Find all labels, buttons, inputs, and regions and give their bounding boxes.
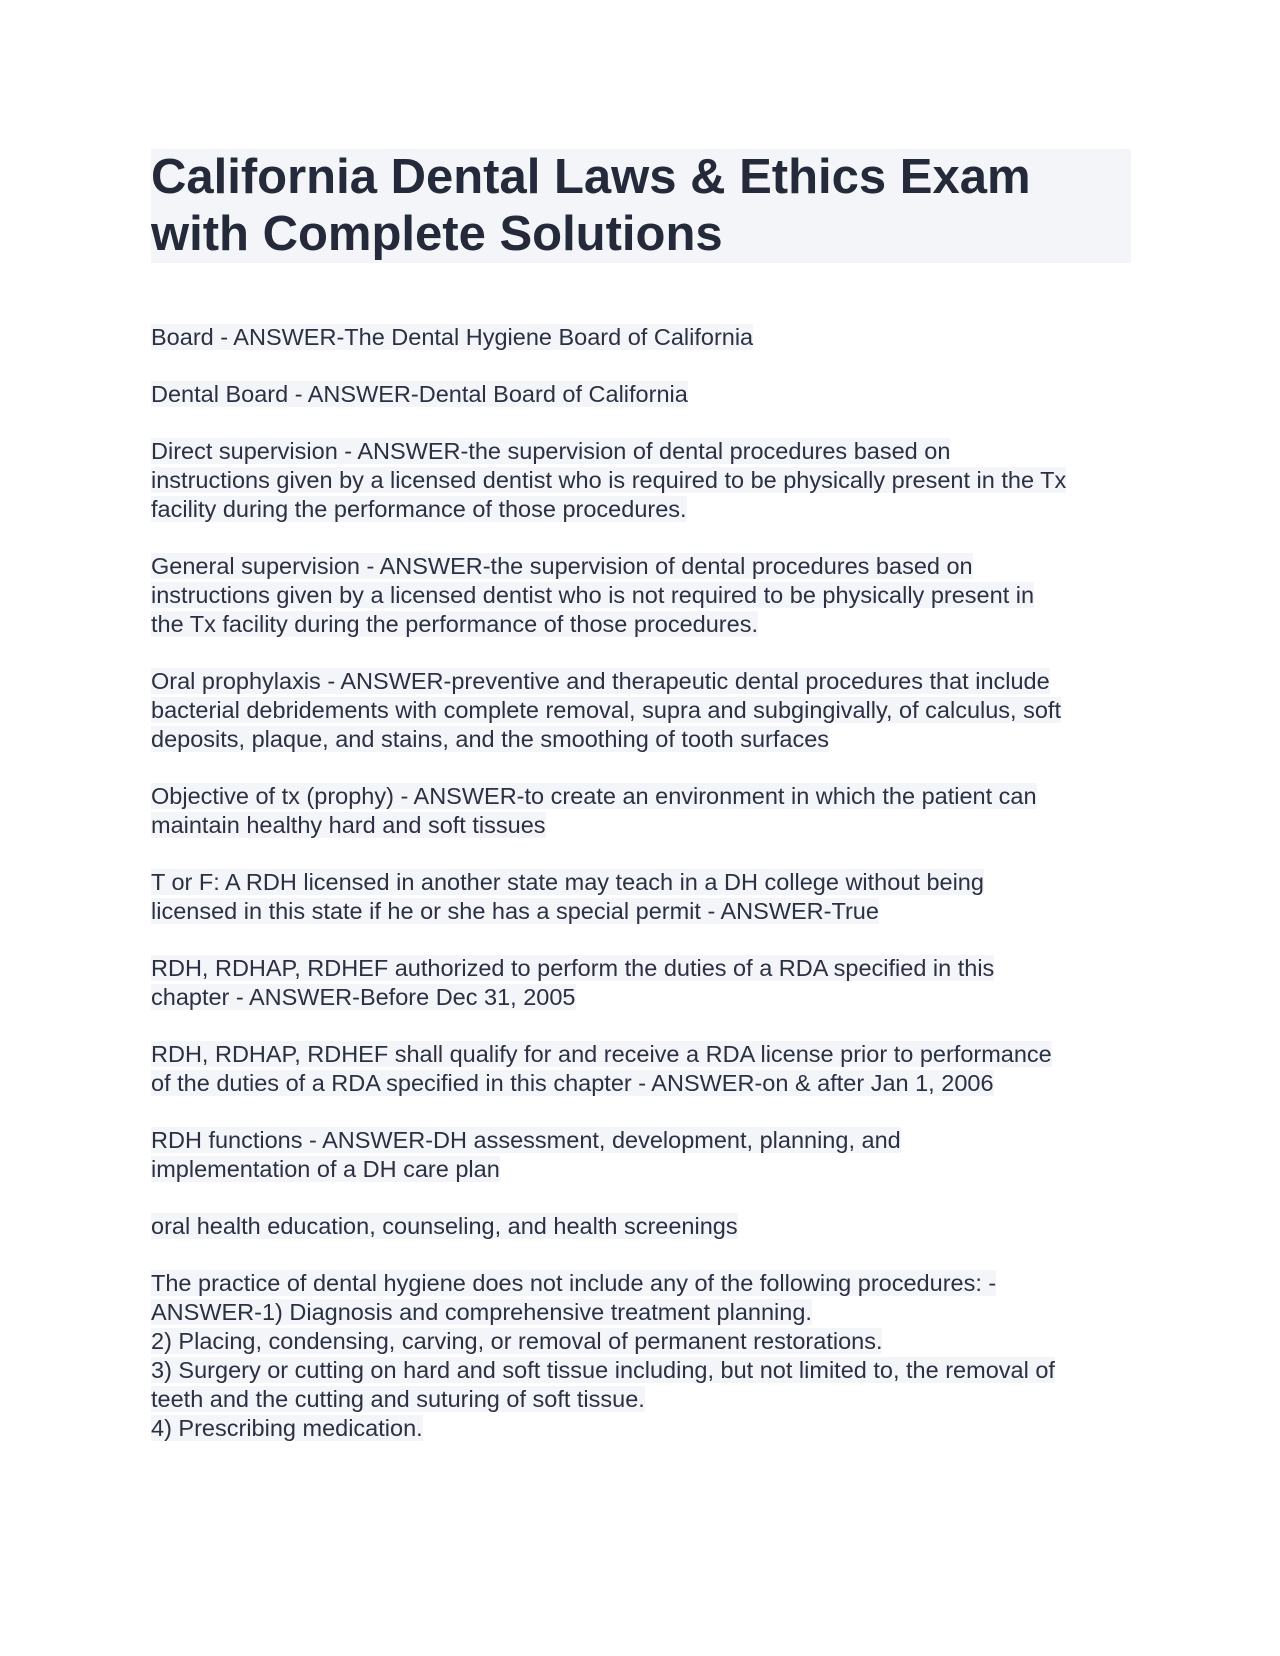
qa-line <box>151 323 1131 352</box>
qa-paragraph <box>151 1269 1131 1443</box>
qa-paragraph <box>151 667 1131 754</box>
qa-line-text: of the duties of a RDA specified in this chapter - ANSWER-on & after Jan 1, 2006 <box>151 1070 994 1096</box>
qa-line <box>151 1155 1131 1184</box>
qa-line <box>151 1269 1131 1298</box>
qa-line <box>151 1212 1131 1241</box>
qa-line <box>151 552 1131 581</box>
qa-line <box>151 782 1131 811</box>
qa-line-text: instructions given by a licensed dentist who is required to be physically present in the Tx <box>151 467 1067 493</box>
qa-line-text: RDH, RDHAP, RDHEF authorized to perform the duties of a RDA specified in this <box>151 955 995 981</box>
qa-line-text: Board - ANSWER-The Dental Hygiene Board of California <box>151 324 754 350</box>
qa-line-text: General supervision - ANSWER-the supervision of dental procedures based on <box>151 553 973 579</box>
qa-line-text: Objective of tx (prophy) - ANSWER-to create an environment in which the patient can <box>151 783 1037 809</box>
qa-line <box>151 1356 1131 1385</box>
qa-line-text: instructions given by a licensed dentist who is not required to be physically present in <box>151 582 1035 608</box>
qa-paragraph <box>151 552 1131 639</box>
qa-line-text: maintain healthy hard and soft tissues <box>151 812 546 838</box>
qa-line-text: bacterial debridements with complete removal, supra and subgingivally, of calculus, soft <box>151 697 1061 723</box>
qa-line <box>151 667 1131 696</box>
qa-line <box>151 466 1131 495</box>
qa-paragraph <box>151 380 1131 409</box>
document-title: California Dental Laws & Ethics Exam with Complete Solutions <box>151 149 1131 263</box>
qa-line <box>151 1414 1131 1443</box>
qa-line <box>151 696 1131 725</box>
qa-paragraph <box>151 323 1131 352</box>
qa-line-text: RDH, RDHAP, RDHEF shall qualify for and receive a RDA license prior to performance <box>151 1041 1052 1067</box>
qa-line <box>151 581 1131 610</box>
document-page <box>151 149 1131 1471</box>
qa-line-text: Oral prophylaxis - ANSWER-preventive and therapeutic dental procedures that include <box>151 668 1050 694</box>
qa-line-text: 4) Prescribing medication. <box>151 1415 423 1441</box>
qa-line-text: 2) Placing, condensing, carving, or removal of permanent restorations. <box>151 1328 883 1354</box>
qa-line-text: deposits, plaque, and stains, and the smoothing of tooth surfaces <box>151 726 830 752</box>
qa-paragraph <box>151 1040 1131 1098</box>
qa-line <box>151 811 1131 840</box>
qa-line <box>151 610 1131 639</box>
qa-line <box>151 983 1131 1012</box>
qa-line-text: chapter - ANSWER-Before Dec 31, 2005 <box>151 984 576 1010</box>
qa-paragraph <box>151 1212 1131 1241</box>
qa-line <box>151 725 1131 754</box>
qa-line <box>151 868 1131 897</box>
qa-line-text: Direct supervision - ANSWER-the supervision of dental procedures based on <box>151 438 951 464</box>
qa-paragraph <box>151 954 1131 1012</box>
qa-line <box>151 1040 1131 1069</box>
qa-line-text: The practice of dental hygiene does not include any of the following procedures: - <box>151 1270 997 1296</box>
qa-line-text: the Tx facility during the performance of those procedures. <box>151 611 758 637</box>
qa-line <box>151 1069 1131 1098</box>
qa-line-text: ANSWER-1) Diagnosis and comprehensive treatment planning. <box>151 1299 812 1325</box>
qa-line-text: RDH functions - ANSWER-DH assessment, development, planning, and <box>151 1127 901 1153</box>
qa-line-text: Dental Board - ANSWER-Dental Board of California <box>151 381 688 407</box>
qa-line-text: T or F: A RDH licensed in another state may teach in a DH college without being <box>151 869 984 895</box>
qa-line-text: licensed in this state if he or she has a special permit - ANSWER-True <box>151 898 879 924</box>
qa-line-text: implementation of a DH care plan <box>151 1156 500 1182</box>
qa-line-text: teeth and the cutting and suturing of soft tissue. <box>151 1386 645 1412</box>
qa-line-text: 3) Surgery or cutting on hard and soft tissue including, but not limited to, the removal of <box>151 1357 1055 1383</box>
qa-line <box>151 897 1131 926</box>
qa-line <box>151 1327 1131 1356</box>
qa-line <box>151 1385 1131 1414</box>
qa-line-text: facility during the performance of those procedures. <box>151 496 687 522</box>
qa-line <box>151 954 1131 983</box>
qa-line <box>151 380 1131 409</box>
qa-list <box>151 323 1131 1443</box>
qa-line <box>151 495 1131 524</box>
qa-paragraph <box>151 868 1131 926</box>
qa-line <box>151 1126 1131 1155</box>
qa-paragraph <box>151 437 1131 524</box>
qa-paragraph <box>151 782 1131 840</box>
qa-line-text: oral health education, counseling, and health screenings <box>151 1213 738 1239</box>
qa-line <box>151 1298 1131 1327</box>
qa-paragraph <box>151 1126 1131 1184</box>
qa-line <box>151 437 1131 466</box>
